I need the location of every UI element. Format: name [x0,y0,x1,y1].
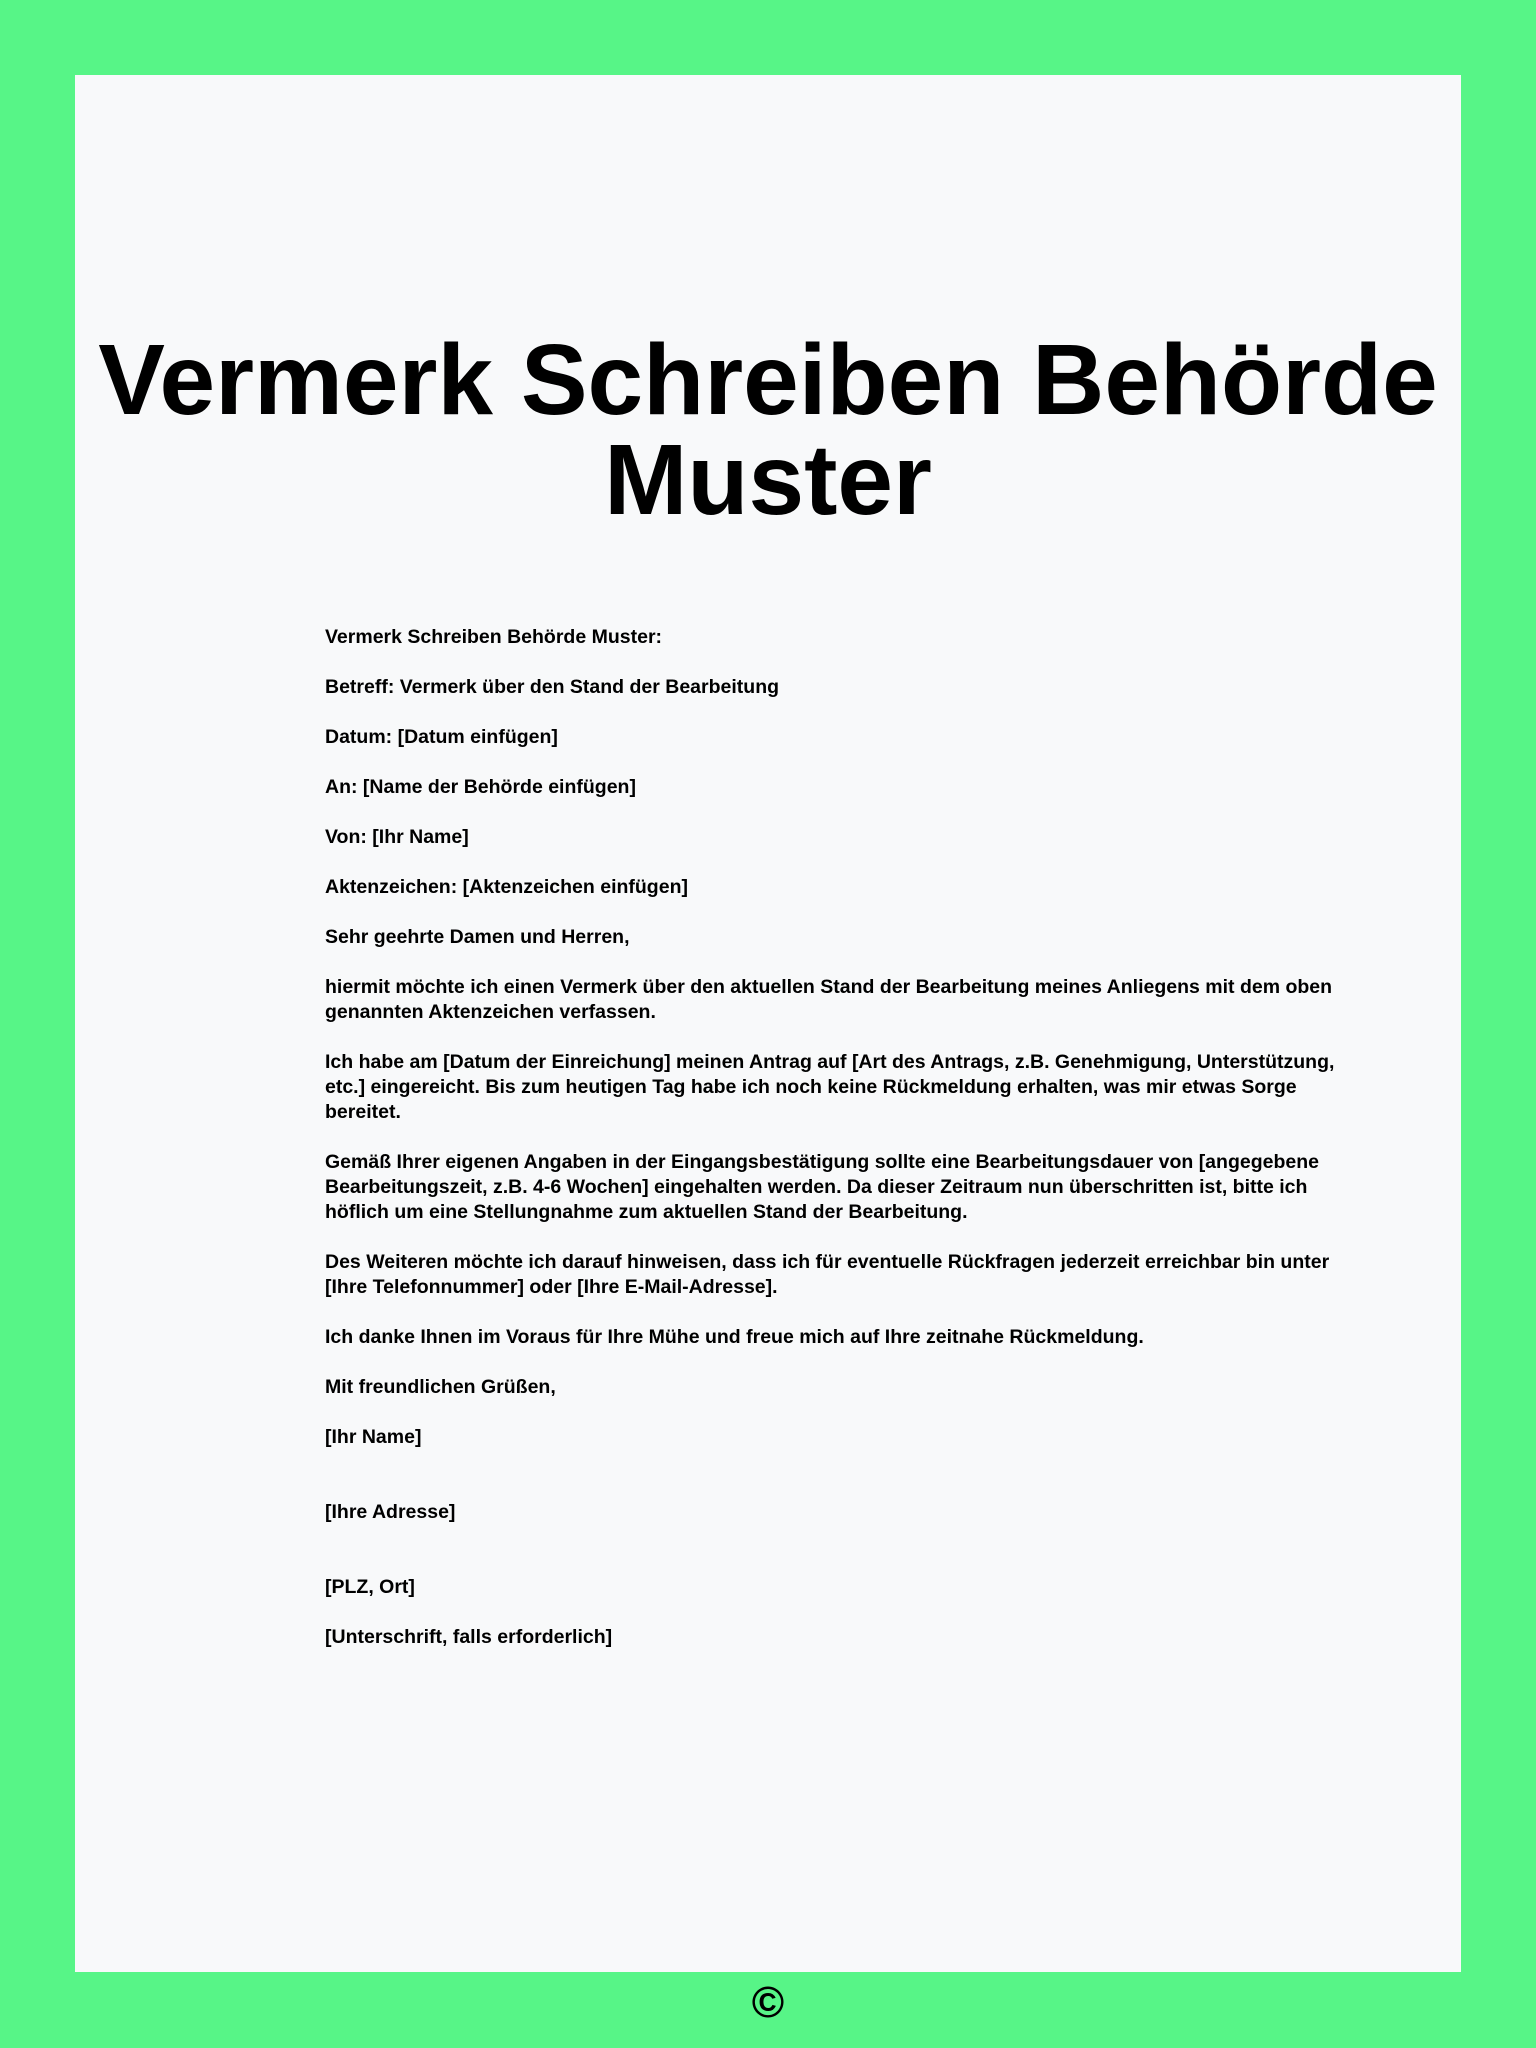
letter-paragraph: Gemäß Ihrer eigenen Angaben in der Eingangsbestätigung sollte eine Bearbeitungsdauer von [angegebene Bearbeitungszeit, z.B. 4-6 Wochen] eingehalten werden. Da dieser Zeitraum nun überschritten ist, bitte ich höflich um eine Stellungnahme zum aktuellen Stand der Bearbeitung. [325,1151,1319,1223]
letter-recipient: An: [Name der Behörde einfügen] [325,776,636,798]
letter-subject: Betreff: Vermerk über den Stand der Bearbeitung [325,676,780,698]
document-page [75,75,1461,2027]
copyright-icon: © [751,1978,785,2027]
letter-body [325,625,1365,1675]
letter-sender: Von: [Ihr Name] [325,826,469,848]
letter-paragraph: Ich habe am [Datum der Einreichung] meinen Antrag auf [Art des Antrags, z.B. Genehmigung, Unterstützung, etc.] eingereicht. Bis zum heutigen Tag habe ich noch keine Rückmeldung erhalten, was mir etwas Sorge bereitet. [325,1051,1335,1123]
letter-paragraph: Ich danke Ihnen im Voraus für Ihre Mühe und freue mich auf Ihre zeitnahe Rückmeldung. [325,1326,1144,1348]
letter-paragraph: hiermit möchte ich einen Vermerk über den aktuellen Stand der Bearbeitung meines Anliegens mit dem oben genannten Aktenzeichen verfassen. [325,976,1333,1023]
letter-postcode-city: [PLZ, Ort] [325,1576,415,1598]
letter-paragraph: Des Weiteren möchte ich darauf hinweisen, dass ich für eventuelle Rückfragen jederzeit erreichbar bin unter [Ihre Telefonnummer] oder [Ihre E-Mail-Adresse]. [325,1251,1330,1298]
letter-date: Datum: [Datum einfügen] [325,726,558,748]
page-title: Vermerk Schreiben Behörde Muster [98,324,1438,536]
letter-heading: Vermerk Schreiben Behörde Muster: [325,626,663,648]
letter-name: [Ihr Name] [325,1426,422,1448]
letter-greeting: Sehr geehrte Damen und Herren, [325,926,630,948]
letter-file-number: Aktenzeichen: [Aktenzeichen einfügen] [325,876,688,898]
letter-signature: [Unterschrift, falls erforderlich] [325,1626,613,1648]
letter-closing: Mit freundlichen Grüßen, [325,1376,556,1398]
letter-address: [Ihre Adresse] [325,1501,456,1523]
